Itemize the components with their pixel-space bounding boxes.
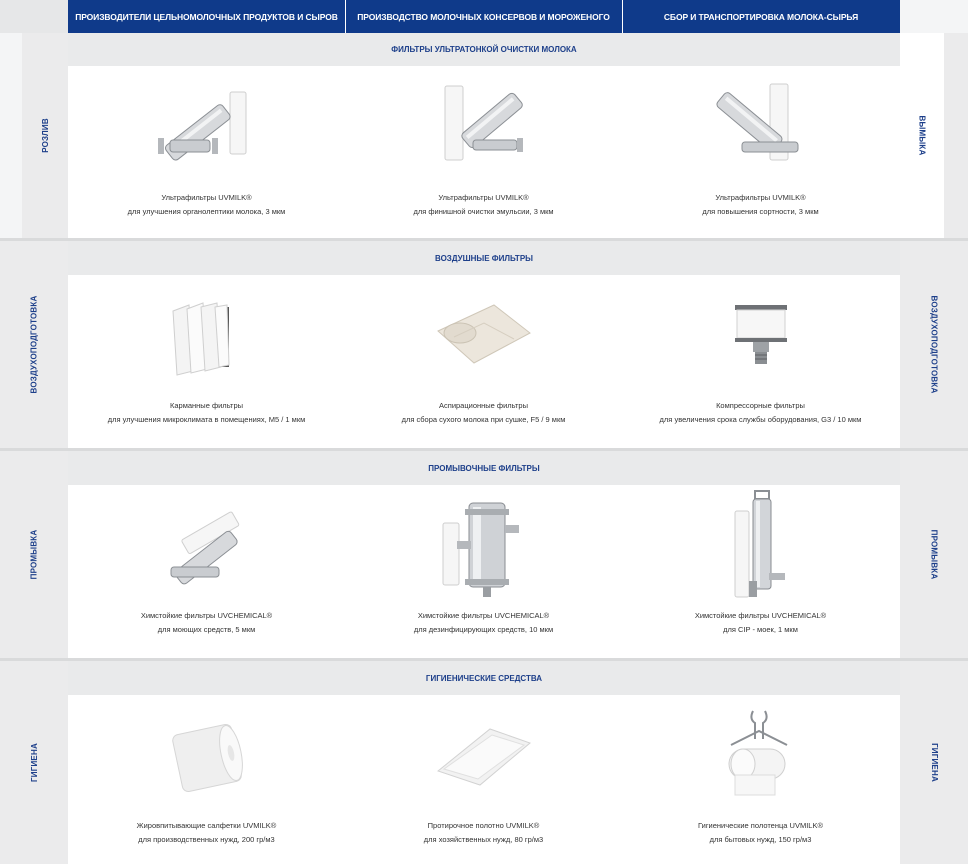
product-card[interactable] [68, 485, 345, 658]
header-divider [622, 0, 623, 33]
left-side-label: ПРОМЫВКА [29, 529, 39, 580]
left-gutter [0, 33, 22, 238]
section-header [68, 661, 900, 695]
left-side-panel [22, 33, 68, 238]
product-card[interactable] [622, 66, 899, 238]
product-card[interactable] [345, 485, 622, 658]
product-name: Ультрафильтры UVMILK® [161, 193, 252, 202]
product-card[interactable] [622, 275, 899, 448]
section-title: ПРОМЫВОЧНЫЕ ФИЛЬТРЫ [428, 463, 540, 473]
cloth-sheet-icon [345, 725, 622, 789]
section-title: ВОЗДУШНЫЕ ФИЛЬТРЫ [435, 253, 533, 263]
section-body [68, 66, 900, 238]
right-side-label: ВОЗДУХОПОДГОТОВКА [929, 295, 939, 394]
left-side-label: ВОЗДУХОПОДГОТОВКА [29, 295, 39, 394]
wipes-roll-icon [68, 721, 345, 795]
product-name: Химстойкие фильтры UVCHEMICAL® [417, 611, 550, 620]
product-description: для моющих средств, 5 мкм [157, 625, 256, 634]
right-side-panel [900, 33, 944, 238]
product-description: для увеличения срока службы оборудования, G3 / 10 мкм [659, 415, 862, 424]
product-card[interactable] [345, 275, 622, 448]
section-title: ФИЛЬТРЫ УЛЬТРАТОНКОЙ ОЧИСТКИ МОЛОКА [391, 45, 577, 54]
header-column-1-label: ПРОИЗВОДИТЕЛИ ЦЕЛЬНОМОЛОЧНЫХ ПРОДУКТОВ И СЫРОВ [75, 11, 338, 22]
product-description: для CIP - моек, 1 мкм [723, 625, 798, 634]
header-divider [345, 0, 346, 33]
right-side-label: ПРОМЫВКА [929, 529, 939, 580]
product-name: Ультрафильтры UVMILK® [715, 193, 806, 202]
bag-filter-icon [345, 303, 622, 367]
y-strainer-filter-icon [622, 78, 899, 168]
product-name: Протирочное полотно UVMILK® [427, 821, 540, 830]
product-name: Ультрафильтры UVMILK® [438, 193, 529, 202]
section-body [68, 275, 900, 448]
y-strainer-filter-icon [68, 88, 345, 168]
towel-holder-icon [622, 709, 899, 799]
section-header [68, 241, 900, 275]
left-side-panel [0, 661, 68, 864]
left-side-panel [0, 451, 68, 658]
right-gutter [944, 33, 968, 238]
inline-housing-filter-icon [622, 489, 899, 601]
product-name: Аспирационные фильтры [439, 401, 528, 410]
housing-filter-icon [345, 495, 622, 599]
right-side-label: ГИГИЕНА [929, 743, 939, 782]
left-side-panel [0, 241, 68, 448]
product-card[interactable] [68, 695, 345, 864]
y-strainer-filter-icon [345, 78, 622, 168]
product-description: для производственных нужд, 200 гр/м3 [138, 835, 275, 844]
compressor-filter-icon [622, 303, 899, 367]
right-side-panel [900, 451, 968, 658]
product-name: Карманные фильтры [169, 401, 244, 410]
header-corner [0, 0, 68, 33]
header-column-3 [622, 0, 900, 33]
product-description: для хозяйственных нужд, 80 гр/м3 [423, 835, 544, 844]
pocket-filter-icon [68, 301, 345, 377]
right-side-label: ВЫМЫКА [917, 115, 927, 156]
y-strainer-filter-icon [68, 507, 345, 587]
product-name: Химстойкие фильтры UVCHEMICAL® [694, 611, 827, 620]
product-name: Жировпитывающие салфетки UVMILK® [136, 821, 277, 830]
product-description: для повышения сортности, 3 мкм [702, 207, 819, 216]
right-side-panel [900, 661, 968, 864]
section-header [68, 33, 900, 66]
section-title: ГИГИЕНИЧЕСКИЕ СРЕДСТВА [425, 673, 543, 683]
product-name: Химстойкие фильтры UVCHEMICAL® [140, 611, 273, 620]
product-description: для сбора сухого молока при сушке, F5 / 9 мкм [401, 415, 566, 424]
product-card[interactable] [68, 66, 345, 238]
section-header [68, 451, 900, 485]
product-name: Гигиенические полотенца UVMILK® [697, 821, 823, 830]
product-card[interactable] [622, 485, 899, 658]
header-column-2-label: ПРОИЗВОДСТВО МОЛОЧНЫХ КОНСЕРВОВ И МОРОЖЕНОГО [357, 11, 610, 22]
header-column-3-label: СБОР И ТРАНСПОРТИРОВКА МОЛОКА-СЫРЬЯ [663, 11, 859, 22]
product-card[interactable] [345, 695, 622, 864]
section-body [68, 485, 900, 658]
product-description: для бытовых нужд, 150 гр/м3 [709, 835, 812, 844]
left-side-label: РОЗЛИВ [40, 118, 50, 153]
product-name: Компрессорные фильтры [716, 401, 805, 410]
left-side-label: ГИГИЕНА [29, 743, 39, 782]
product-card[interactable] [345, 66, 622, 238]
header-column-1 [68, 0, 345, 33]
product-description: для улучшения микроклимата в помещениях, M5 / 1 мкм [107, 415, 306, 424]
product-description: для улучшения органолептики молока, 3 мкм [127, 207, 286, 216]
section-body [68, 695, 900, 864]
product-card[interactable] [622, 695, 899, 864]
product-description: для дезинфицирующих средств, 10 мкм [413, 625, 554, 634]
product-description: для финишной очистки эмульсии, 3 мкм [413, 207, 554, 216]
product-card[interactable] [68, 275, 345, 448]
right-side-panel [900, 241, 968, 448]
header-column-2 [345, 0, 622, 33]
